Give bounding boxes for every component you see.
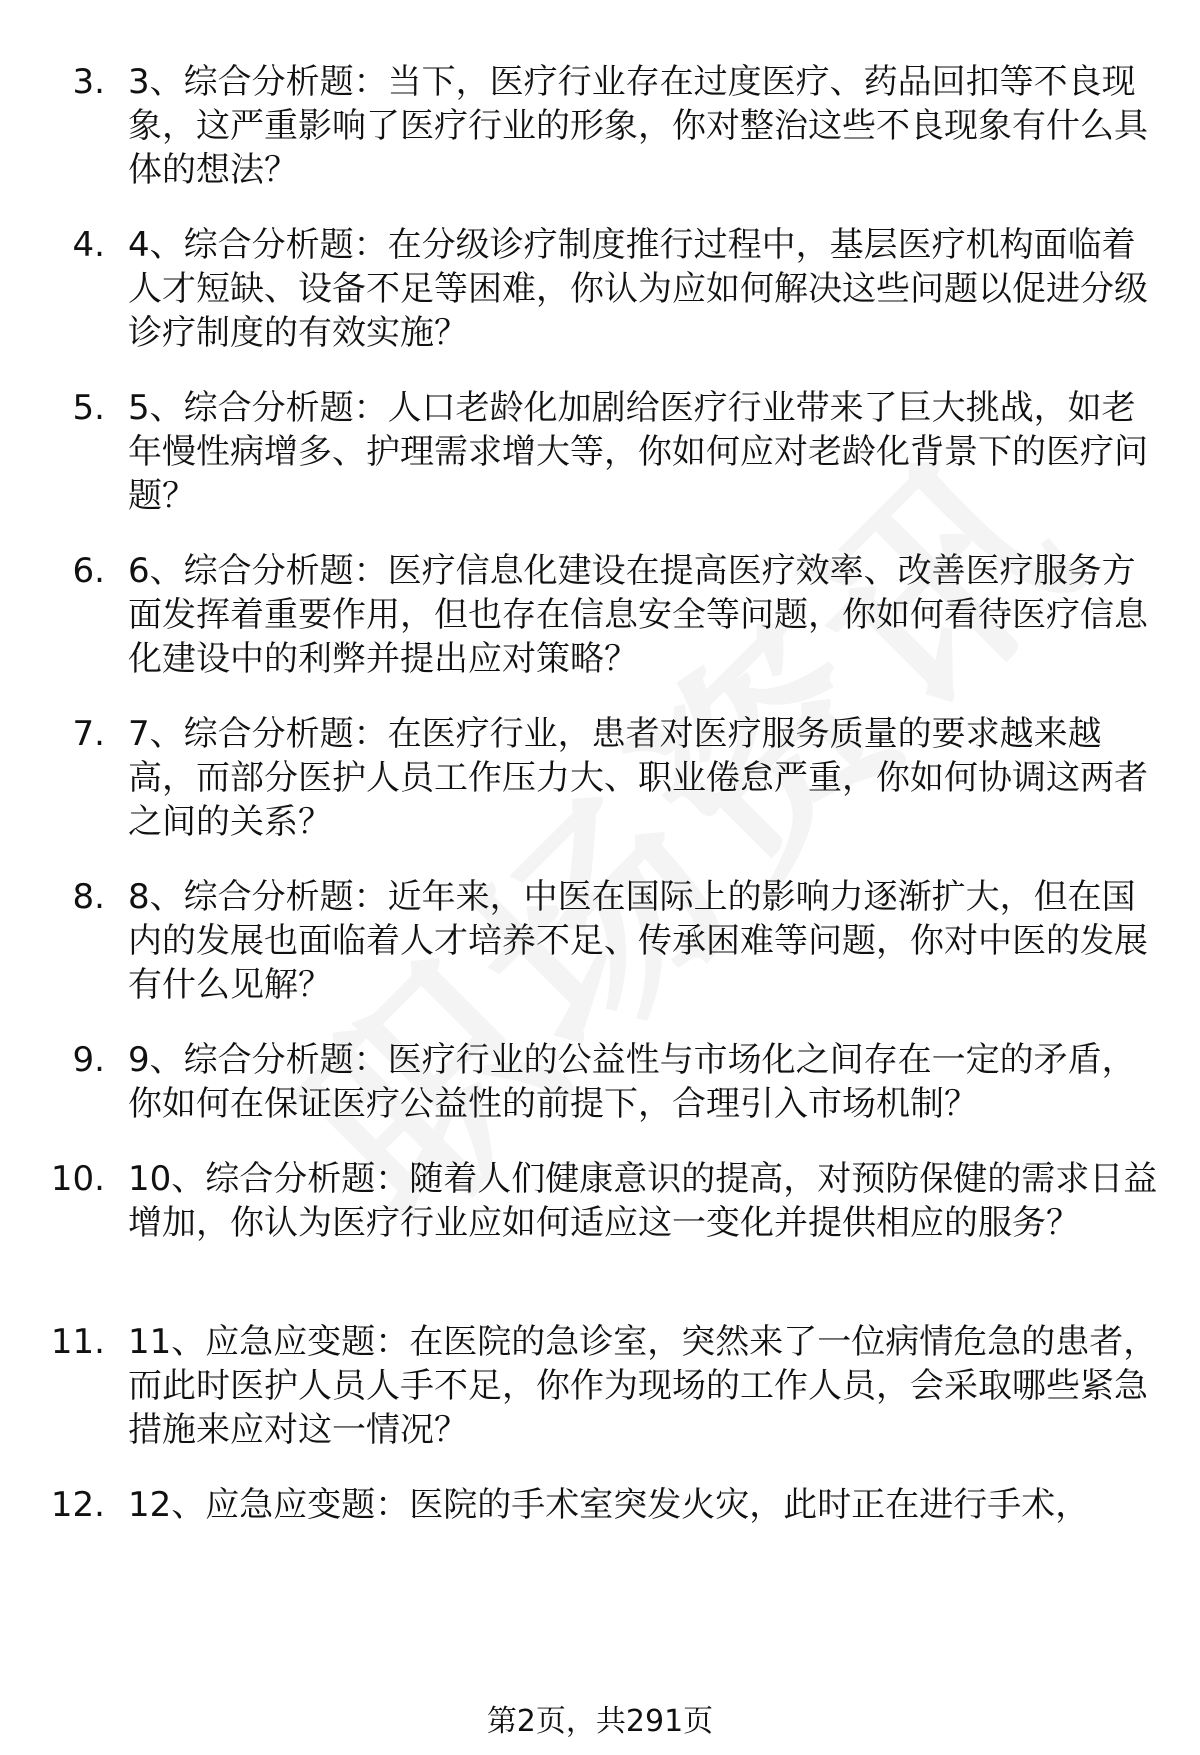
question-text: 7、综合分析题：在医疗行业，患者对医疗服务质量的要求越来越高，而部分医护人员工作压力大、职业倦怠严重，你如何协调这两者之间的关系？ <box>128 714 1148 842</box>
question-text: 12、应急应变题：医院的手术室突发火灾，此时正在进行手术， <box>128 1485 1090 1525</box>
question-text: 5、综合分析题：人口老龄化加剧给医疗行业带来了巨大挑战，如老年慢性病增多、护理需求增大等，你如何应对老龄化背景下的医疗问题？ <box>128 388 1148 516</box>
question-number: 6. <box>72 551 105 591</box>
question-text: 4、综合分析题：在分级诊疗制度推行过程中，基层医疗机构面临着人才短缺、设备不足等困难，你认为应如何解决这些问题以促进分级诊疗制度的有效实施？ <box>128 225 1148 353</box>
question-text: 11、应急应变题：在医院的急诊室，突然来了一位病情危急的患者，而此时医护人员人手不足，你作为现场的工作人员，会采取哪些紧急措施来应对这一情况？ <box>128 1322 1158 1450</box>
question-number: 10. <box>50 1159 105 1199</box>
question-number: 12. <box>50 1485 105 1525</box>
question-number: 5. <box>72 388 105 428</box>
question-number: 3. <box>72 62 105 102</box>
question-number: 8. <box>72 877 105 917</box>
question-number: 11. <box>50 1322 105 1362</box>
question-text: 8、综合分析题：近年来，中医在国际上的影响力逐渐扩大，但在国内的发展也面临着人才培养不足、传承困难等问题，你对中医的发展有什么见解？ <box>128 877 1148 1005</box>
page-footer: 第2页，共291页 <box>486 1704 714 1739</box>
question-number: 7. <box>72 714 105 754</box>
question-text: 3、综合分析题：当下，医疗行业存在过度医疗、药品回扣等不良现象，这严重影响了医疗行业的形象，你对整治这些不良现象有什么具体的想法？ <box>128 62 1148 190</box>
question-number: 9. <box>72 1040 105 1080</box>
question-text: 6、综合分析题：医疗信息化建设在提高医疗效率、改善医疗服务方面发挥着重要作用，但也存在信息安全等问题，你如何看待医疗信息化建设中的利弊并提出应对策略？ <box>128 551 1148 679</box>
question-number: 4. <box>72 225 105 265</box>
question-text: 10、综合分析题：随着人们健康意识的提高，对预防保健的需求日益增加，你认为医疗行业应如何适应这一变化并提供相应的服务？ <box>128 1159 1158 1243</box>
question-text: 9、综合分析题：医疗行业的公益性与市场化之间存在一定的矛盾，你如何在保证医疗公益性的前提下，合理引入市场机制？ <box>128 1040 1136 1124</box>
